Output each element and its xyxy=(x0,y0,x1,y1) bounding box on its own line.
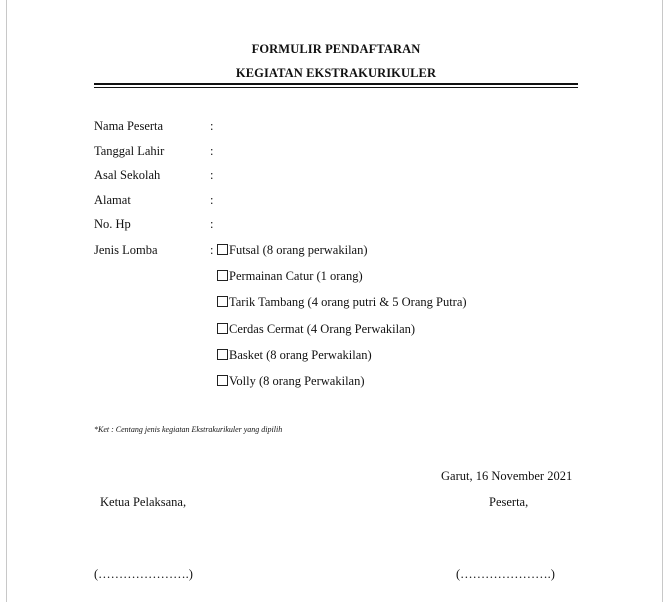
page-border-left xyxy=(6,0,7,602)
option-basket[interactable] xyxy=(217,348,372,363)
checkbox-icon[interactable] xyxy=(217,375,228,386)
field-label-asal-sekolah: Asal Sekolah xyxy=(94,168,161,182)
field-label-tanggal-lahir: Tanggal Lahir xyxy=(94,144,165,158)
form-title: FORMULIR PENDAFTARAN xyxy=(251,42,421,56)
option-label: Volly (8 orang Perwakilan) xyxy=(229,374,365,388)
header-divider-thin xyxy=(94,87,578,88)
option-tarik-tambang[interactable] xyxy=(217,295,467,310)
option-cerdas-cermat[interactable] xyxy=(217,322,415,337)
signature-role-right: Peserta, xyxy=(489,495,529,509)
signature-blank-right: (………………….) xyxy=(456,567,555,581)
field-label-alamat: Alamat xyxy=(94,193,131,207)
option-label: Cerdas Cermat (4 Orang Perwakilan) xyxy=(229,322,416,336)
checkbox-icon[interactable] xyxy=(217,270,228,281)
page-border-right xyxy=(662,0,663,602)
field-colon: : xyxy=(210,193,214,207)
field-colon: : xyxy=(210,168,214,182)
checkbox-icon[interactable] xyxy=(217,349,228,360)
checkbox-icon[interactable] xyxy=(217,296,228,307)
field-label-no-hp: No. Hp xyxy=(94,217,131,231)
place-date: Garut, 16 November 2021 xyxy=(441,469,573,483)
field-label-jenis-lomba: Jenis Lomba xyxy=(94,243,158,257)
option-volly[interactable] xyxy=(217,374,365,389)
option-label: Permainan Catur (1 orang) xyxy=(229,269,363,283)
field-colon: : xyxy=(210,119,214,133)
field-label-nama-peserta: Nama Peserta xyxy=(94,119,164,133)
field-colon: : xyxy=(210,217,214,231)
header-divider-thick xyxy=(94,83,578,85)
field-colon: : xyxy=(210,144,214,158)
option-permainan-catur[interactable] xyxy=(217,269,363,284)
option-futsal[interactable] xyxy=(217,243,368,258)
note-text: *Ket : Centang jenis kegiatan Ekstrakurikuler yang dipilih xyxy=(94,425,283,434)
option-label: Tarik Tambang (4 orang putri & 5 Orang Putra) xyxy=(229,295,467,309)
form-subtitle: KEGIATAN EKSTRAKURIKULER xyxy=(235,66,437,80)
signature-blank-left: (………………….) xyxy=(94,567,193,581)
option-label: Futsal (8 orang perwakilan) xyxy=(229,243,368,257)
checkbox-icon[interactable] xyxy=(217,323,228,334)
signature-role-left: Ketua Pelaksana, xyxy=(100,495,187,509)
checkbox-icon[interactable] xyxy=(217,244,228,255)
option-label: Basket (8 orang Perwakilan) xyxy=(229,348,372,362)
field-colon: : xyxy=(210,243,214,257)
